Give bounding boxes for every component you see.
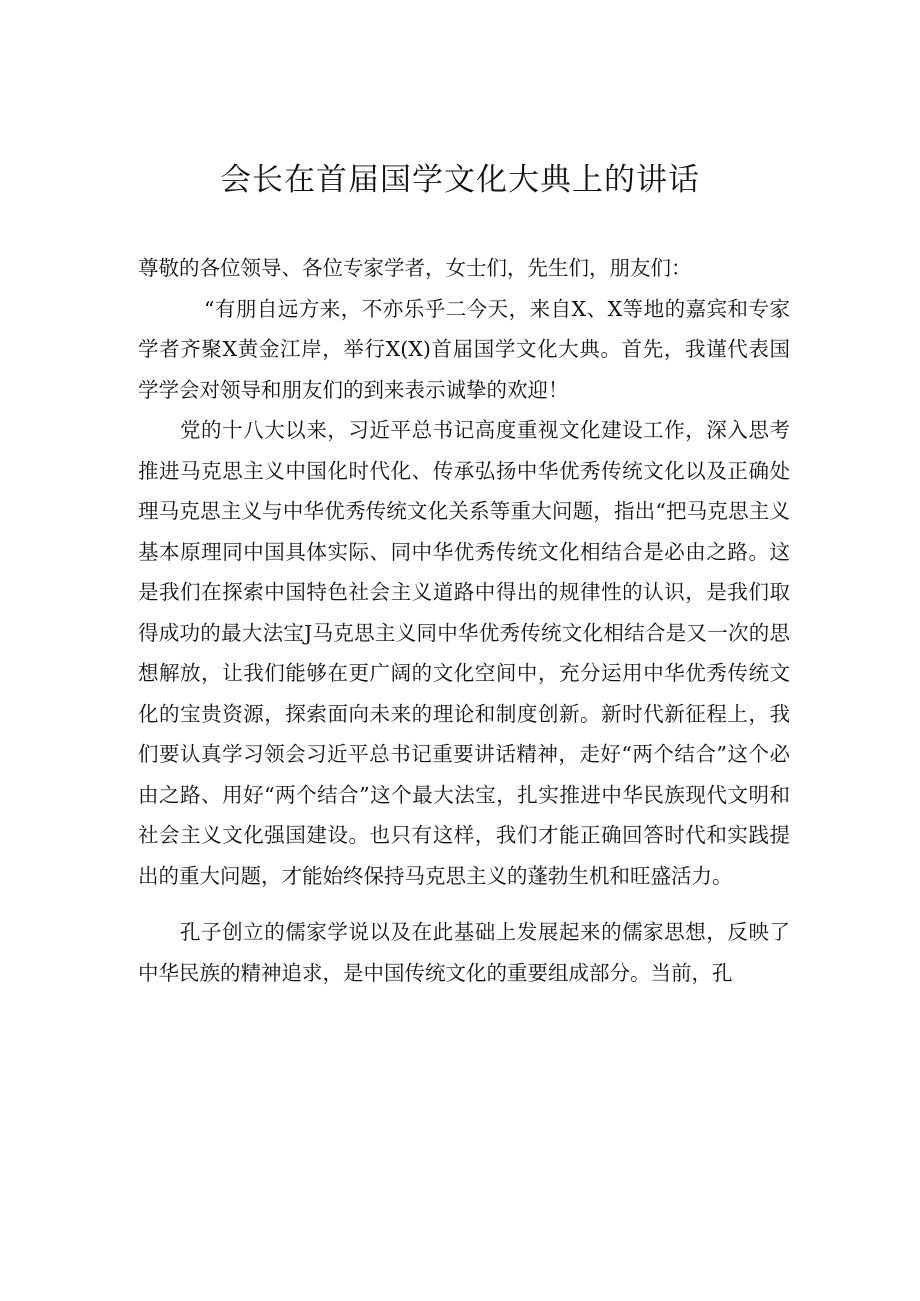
page-title: 会长在首届国学文化大典上的讲话 <box>220 162 700 198</box>
paragraph-greeting: 尊敬的各位领导、各位专家学者，女士们，先生们，朋友们： <box>138 256 692 280</box>
paragraph-main: 党的十八大以来，习近平总书记高度重视文化建设工作，深入思考推进马克思主义中国化时代化、传承弘扬中华优秀传统文化以及正确处理马克思主义与中华优秀传统文化关系等重大问题，指出“把马克思主义基本原理同中国具体实际、同中华优秀传统文化相结合是必由之路。这是我们在探索中国特色社会主义道路中得出的规律性的认识，是我们取得成功的最大法宝J马克思主义同中华优秀传统文化相结合是又一次的思想解放，让我们能够在更广阔的文化空间中，充分运用中华优秀传统文化的宝贵资源，探索面向未来的理论和制度创新。新时代新征程上，我们要认真学习领会习近平总书记重要讲话精神，走好“两个结合”这个必由之路、用好“两个结合”这个最大法宝，扎实推进中华民族现代文明和社会主义文化强国建设。也只有这样，我们才能正确回答时代和实践提出的重大问题，才能始终保持马克思主义的蓬勃生机和旺盛活力。 <box>138 418 790 888</box>
paragraph-confucius: 孔子创立的儒家学说以及在此基础上发展起来的儒家思想，反映了中华民族的精神追求，是中国传统文化的重要组成部分。当前，孔 <box>138 920 790 985</box>
document-body <box>138 248 790 993</box>
paragraph-welcome: “有朋自远方来，不亦乐乎二今天，来自X、X等地的嘉宾和专家学者齐聚X黄金江岸，举行X(X)首届国学文化大典。首先，我谨代表国学学会对领导和朋友们的到来表示诚挚的欢迎！ <box>138 296 790 402</box>
